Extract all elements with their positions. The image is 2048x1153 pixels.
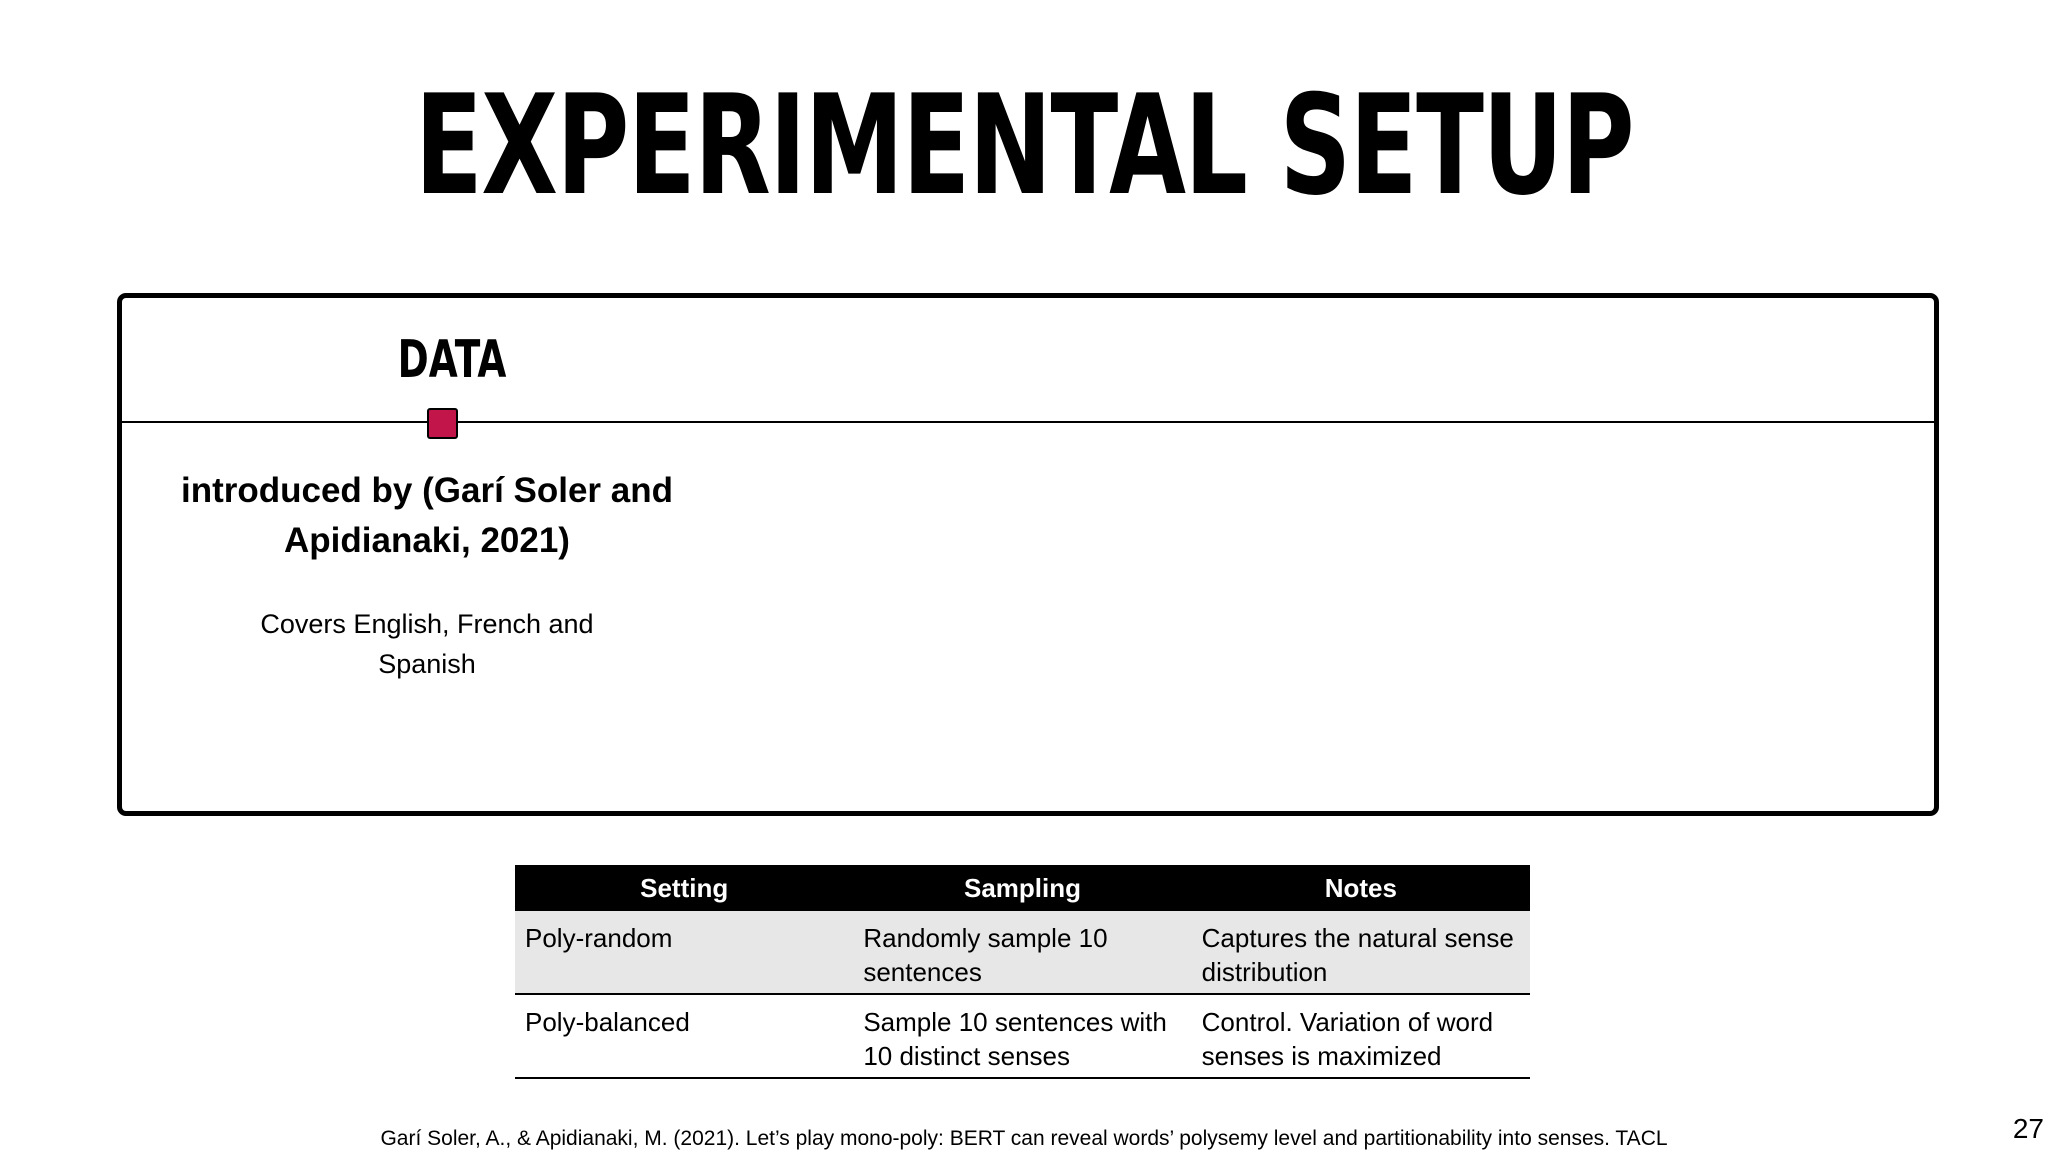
table-cell: Poly-balanced (515, 994, 853, 1078)
table-cell: Captures the natural sense distribution (1192, 911, 1530, 994)
table-cell: Sample 10 sentences with 10 distinct senses (853, 994, 1191, 1078)
timeline-marker (427, 408, 458, 439)
table-header-row (515, 865, 1530, 911)
data-heading: DATA (397, 330, 507, 390)
header-notes: Notes (1192, 865, 1530, 911)
timeline-line (122, 421, 1934, 423)
header-sampling: Sampling (853, 865, 1191, 911)
intro-text: introduced by (Garí Soler and Apidianaki, 2021) (180, 471, 674, 560)
covers-text: Covers English, French and Spanish (260, 609, 594, 679)
table-row (515, 994, 1530, 1078)
header-setting: Setting (515, 865, 853, 911)
data-box (117, 293, 1939, 816)
settings-table (515, 865, 1530, 1079)
slide-title: EXPERIMENTAL SETUP (414, 65, 1634, 226)
citation: Garí Soler, A., & Apidianaki, M. (2021). Let’s play mono-poly: BERT can reveal words’ polysemy level and partitionability into senses. TACL (380, 1127, 1668, 1150)
table-cell: Control. Variation of word senses is maximized (1192, 994, 1530, 1078)
page-number: 27 (2012, 1113, 2044, 1144)
table-row (515, 911, 1530, 994)
table-cell: Poly-random (515, 911, 853, 994)
table-cell: Randomly sample 10 sentences (853, 911, 1191, 994)
